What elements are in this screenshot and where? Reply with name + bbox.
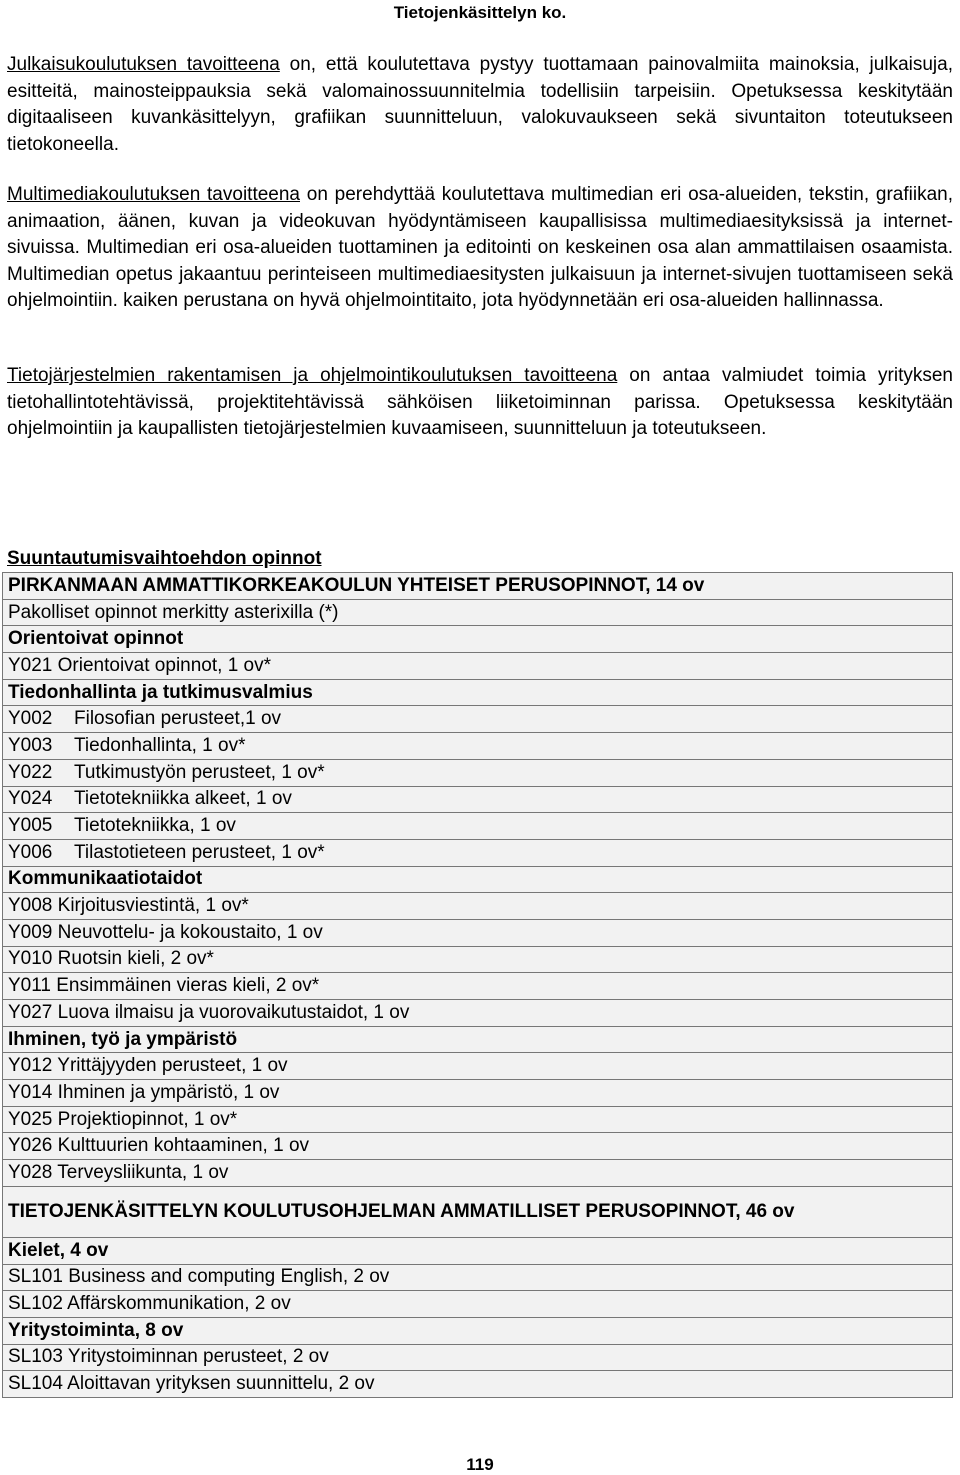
table-row — [3, 1080, 953, 1107]
group-heading: Yritystoiminta, 8 ov — [3, 1317, 953, 1344]
paragraph-lead: Tietojärjestelmien rakentamisen ja ohjelmointikoulutuksen tavoitteena — [7, 365, 618, 386]
section-title: Suuntautumisvaihtoehdon opinnot — [7, 548, 322, 569]
course-name: Tietotekniikka alkeet, 1 ov — [74, 788, 292, 810]
course-name: Tietotekniikka, 1 ov — [74, 815, 236, 837]
table-row — [3, 973, 953, 1000]
table-row — [3, 1000, 953, 1027]
table-row — [3, 786, 953, 813]
table-row — [3, 1026, 953, 1053]
course-item: Y012 Yrittäjyyden perusteet, 1 ov — [3, 1053, 953, 1080]
table-row — [3, 599, 953, 626]
course-code: Y022 — [8, 761, 53, 783]
group-heading: Kielet, 4 ov — [3, 1237, 953, 1264]
course-item — [3, 786, 953, 813]
course-item — [3, 839, 953, 866]
course-item: Y026 Kulttuurien kohtaaminen, 1 ov — [3, 1133, 953, 1160]
course-item: Y008 Kirjoitusviestintä, 1 ov* — [3, 893, 953, 920]
paragraph-text: on antaa valmiudet toimia yrityksen tietohallintotehtävissä, projektitehtävissä sähköisen liiketoiminnan parissa. Opetuksessa keskitytään ohjelmointiin ja kaupallisten tietojärjestelmien kuvaamiseen, suunnitteluun ja toteutukseen. — [7, 365, 953, 440]
page-number: 119 — [466, 1455, 494, 1474]
table-row — [3, 813, 953, 840]
table-row — [3, 1186, 953, 1237]
table-row — [3, 1291, 953, 1318]
table-row — [3, 626, 953, 653]
table-row — [3, 1106, 953, 1133]
table-row — [3, 1237, 953, 1264]
paragraph-text: on perehdyttää koulutettava multimedian eri osa-alueiden, tekstin, grafiikan, animaation, äänen, kuvan ja videokuvan hyödyntämiseen kaupallisissa multimediaesityksissä ja internet-sivuissa. Multimedian eri osa-alueiden tuottaminen ja editointi on keskeinen osa alan ammattilaisen osaamista. Multimedian opetus jakaantuu perinteiseen multimediaesitysten julkaisuun ja internet-sivujen tuottamiseen sekä ohjelmointiin. kaiken perustana on hyvä ohjelmointitaito, jota hyödynnetään eri osa-alueiden hallinnassa. — [7, 184, 953, 312]
course-item: Y011 Ensimmäinen vieras kieli, 2 ov* — [3, 973, 953, 1000]
course-item — [3, 706, 953, 733]
course-item: Y021 Orientoivat opinnot, 1 ov* — [3, 653, 953, 680]
paragraph-lead: Multimediakoulutuksen tavoitteena — [7, 184, 300, 205]
table-row — [3, 573, 953, 600]
group-heading: Ihminen, työ ja ympäristö — [3, 1026, 953, 1053]
table-heading: PIRKANMAAN AMMATTIKORKEAKOULUN YHTEISET PERUSOPINNOT, 14 ov — [3, 573, 953, 600]
course-item: Y027 Luova ilmaisu ja vuorovaikutustaidot, 1 ov — [3, 1000, 953, 1027]
course-name: Tiedonhallinta, 1 ov* — [74, 734, 246, 756]
course-name: Tutkimustyön perusteet, 1 ov* — [74, 761, 325, 783]
course-table — [2, 572, 953, 1398]
course-item: SL101 Business and computing English, 2 ov — [3, 1264, 953, 1291]
table-row — [3, 893, 953, 920]
table-row — [3, 1371, 953, 1398]
table-row — [3, 706, 953, 733]
course-item: Y028 Terveysliikunta, 1 ov — [3, 1160, 953, 1187]
table-row — [3, 733, 953, 760]
group-heading: Tiedonhallinta ja tutkimusvalmius — [3, 679, 953, 706]
course-name: Filosofian perusteet,1 ov — [74, 708, 282, 730]
course-item — [3, 759, 953, 786]
course-code: Y006 — [8, 841, 53, 863]
course-item: SL103 Yritystoiminnan perusteet, 2 ov — [3, 1344, 953, 1371]
table-row — [3, 839, 953, 866]
paragraph-lead: Julkaisukoulutuksen tavoitteena — [7, 54, 280, 75]
course-item: SL102 Affärskommunikation, 2 ov — [3, 1291, 953, 1318]
paragraph-julkaisu — [7, 52, 953, 158]
table-row — [3, 1133, 953, 1160]
group-heading: Orientoivat opinnot — [3, 626, 953, 653]
table-row — [3, 1317, 953, 1344]
table-row — [3, 759, 953, 786]
table-row — [3, 679, 953, 706]
table-row — [3, 1344, 953, 1371]
course-item — [3, 733, 953, 760]
table-row — [3, 919, 953, 946]
paragraph-multimedia — [7, 182, 953, 315]
table-heading: TIETOJENKÄSITTELYN KOULUTUSOHJELMAN AMMATILLISET PERUSOPINNOT, 46 ov — [3, 1186, 953, 1237]
course-code: Y002 — [8, 708, 53, 730]
course-code: Y024 — [8, 788, 53, 810]
table-note: Pakolliset opinnot merkitty asterixilla (*) — [3, 599, 953, 626]
course-item — [3, 813, 953, 840]
table-row — [3, 653, 953, 680]
course-item: SL104 Aloittavan yrityksen suunnittelu, 2 ov — [3, 1371, 953, 1398]
table-row — [3, 866, 953, 893]
course-item: Y014 Ihminen ja ympäristö, 1 ov — [3, 1080, 953, 1107]
table-row — [3, 1264, 953, 1291]
table-row — [3, 1160, 953, 1187]
table-row — [3, 946, 953, 973]
paragraph-tietojarjestelmat — [7, 363, 953, 443]
course-item: Y009 Neuvottelu- ja kokoustaito, 1 ov — [3, 919, 953, 946]
paragraph-text: on, että koulutettava pystyy tuottamaan painovalmiita mainoksia, julkaisuja, esitteitä, mainosteippauksia sekä valomainossuunnitelmia todellisiin tarpeisiin. Opetuksessa keskitytään digitaaliseen kuvankäsittelyyn, grafiikan suunnitteluun, valokuvaukseen sekä sivuntaiton toteutukseen tietokoneella. — [7, 54, 953, 155]
course-item: Y010 Ruotsin kieli, 2 ov* — [3, 946, 953, 973]
course-code: Y005 — [8, 815, 53, 837]
course-code: Y003 — [8, 734, 53, 756]
group-heading: Kommunikaatiotaidot — [3, 866, 953, 893]
course-item: Y025 Projektiopinnot, 1 ov* — [3, 1106, 953, 1133]
running-header: Tietojenkäsittelyn ko. — [393, 3, 567, 22]
table-row — [3, 1053, 953, 1080]
course-name: Tilastotieteen perusteet, 1 ov* — [74, 841, 325, 863]
